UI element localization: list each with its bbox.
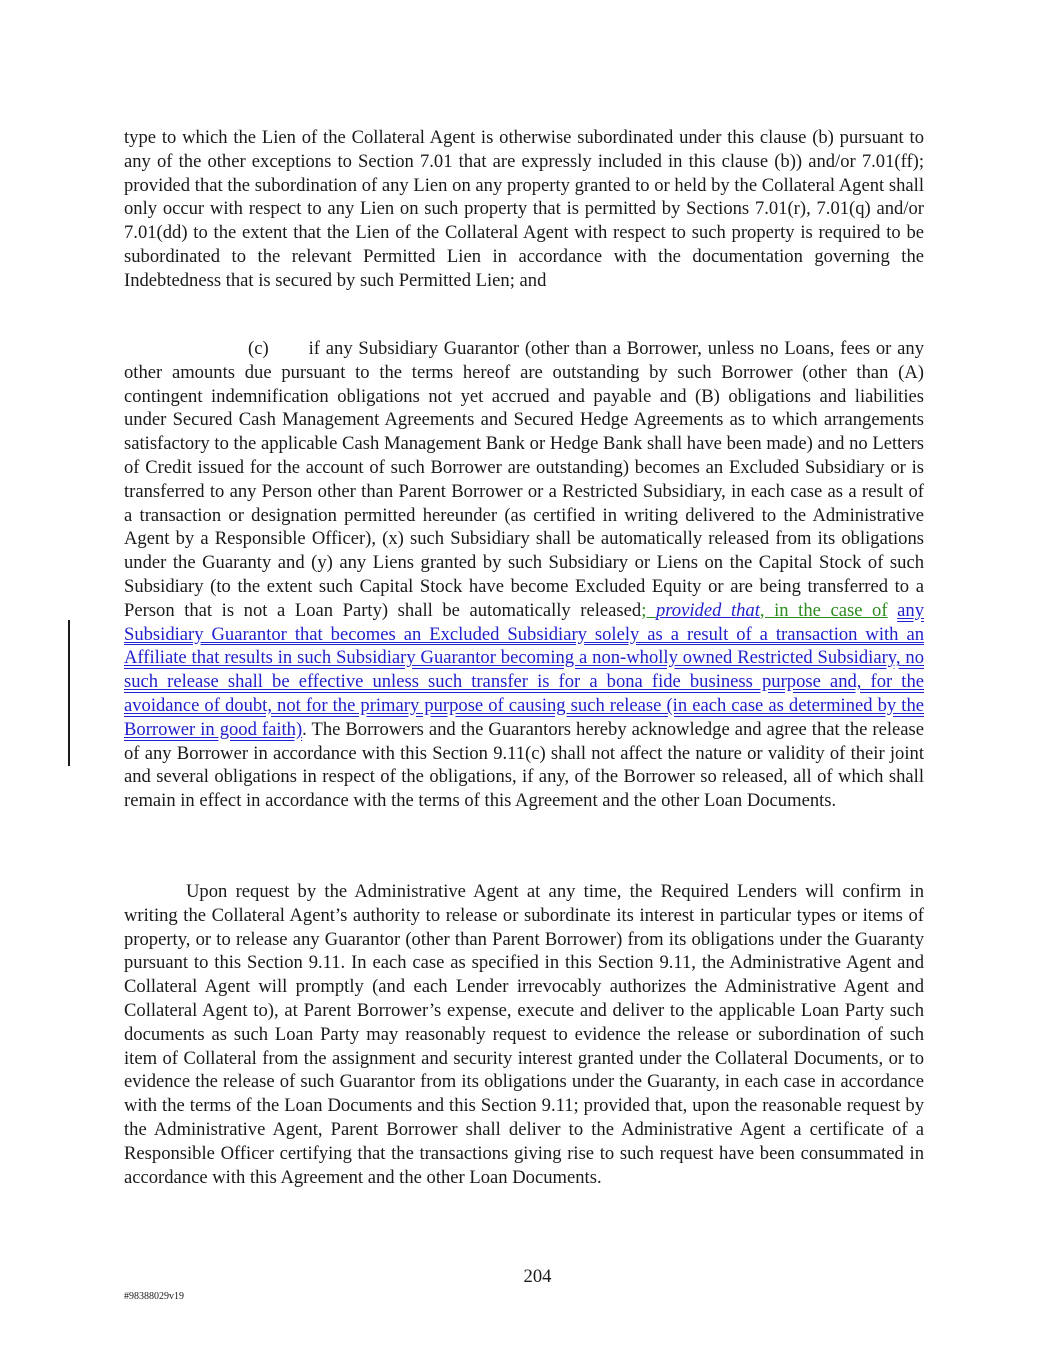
page-number: 204 [523,1266,552,1287]
paragraph-3-text: Upon request by the Administrative Agent at any time, the Required Lenders will confirm in writing the Collateral Agent’s authority to release or subordinate its interest in particular types or items of property, or to release any Guarantor (other than Parent Borrower) from its obligations under the Guaranty pursuant to this Section 9.11. In each case as specified in this Section 9.11, the Administrative Agent and Collateral Agent will promptly (and each Lender irrevocably authorizes the Administrative Agent and Collateral Agent to), at Parent Borrower’s expense, execute and deliver to the applicable Loan Party such documents as such Loan Party may reasonably request to evidence the release or subordination of such item of Collateral from the assignment and security interest granted under the Collateral Documents, or to evidence the release of such Guarantor from its obligations under the Guaranty, in each case in accordance with the terms of the Loan Documents and this Section 9.11; provided that, upon the reasonable request by the Administrative Agent, Parent Borrower shall deliver to the Administrative Agent a certificate of a Responsible Officer certifying that the transactions giving rise to such request have been consummated in accordance with this Agreement and the other Loan Documents. [124,881,924,1188]
clause-c-text-before: if any Subsidiary Guarantor (other than a Borrower, unless no Loans, fees or any other amounts due pursuant to the terms hereof are outstanding by such Borrower (other than (A) contingent indemnification obligations not yet accrued and payable and (B) obligations and liabilities under Secured Cash Management Agreements and Secured Hedge Agreements as to which arrangements satisfactory to the applicable Cash Management Bank or Hedge Bank shall have been made) and no Letters of Credit issued for the account of such Borrower are outstanding) becomes an Excluded Subsidiary or is transferred to any Person other than Parent Borrower or a Restricted Subsidiary, in each case as a result of a transaction or designation permitted hereunder (as certified in writing delivered to the Administrative Agent by a Responsible Officer), (x) such Subsidiary shall be automatically released from its obligations under the Guaranty and (y) any Liens granted by such Subsidiary or Liens on the Capital Stock of such Subsidiary (to the extent such Capital Stock have become Excluded Equity or are being transferred to a Person that is not a Loan Party) shall be automatically released [124,338,924,621]
inserted-in-the-case-of: , in the case of [759,599,888,621]
clause-c-label: (c) [248,338,269,359]
paragraph-release-confirmation [124,880,924,1189]
revision-change-bar [68,620,70,766]
paragraph-clause-b-continuation: type to which the Lien of the Collateral Agent is otherwise subordinated under this clause (b) pursuant to any of the other exceptions to Section 7.01 that are expressly included in this clause (b)) and/or 7.01(ff); provided that the subordination of any Lien on any property granted to or held by the Collateral Agent shall only occur with respect to any Lien on such property that is permitted by Sections 7.01(r), 7.01(q) and/or 7.01(dd) to the extent that the Lien of the Collateral Agent with respect to such property is required to be subordinated to the relevant Permitted Lien in accordance with the documentation governing the Indebtedness that is secured by such Permitted Lien; and [124,127,924,291]
clause-c-text-after: . The Borrowers and the Guarantors hereby acknowledge and agree that the release of any Borrower in accordance with this Section 9.11(c) shall not affect the nature or validity of their joint and several obligations in respect of the obligations, if any, of the Borrower so released, all of which shall remain in effect in accordance with the terms of this Agreement and the other Loan Documents. [124,718,924,812]
inserted-semicolon: ; [641,599,656,621]
inserted-proviso-text: any Subsidiary Guarantor that becomes an Excluded Subsidiary solely as a result of a transaction with an Affiliate that results in such Subsidiary Guarantor becoming a non-wholly owned Restricted Subsidiary, no such release shall be effective unless such transfer is for a bona fide business purpose and, for the avoidance of doubt, not for the primary purpose of causing such release (in each case as determined by the Borrower in good faith) [124,599,925,740]
paragraph-clause-c [124,337,924,813]
inserted-provided-that: provided that [655,599,760,621]
document-id: #98388029v19 [124,1291,184,1302]
